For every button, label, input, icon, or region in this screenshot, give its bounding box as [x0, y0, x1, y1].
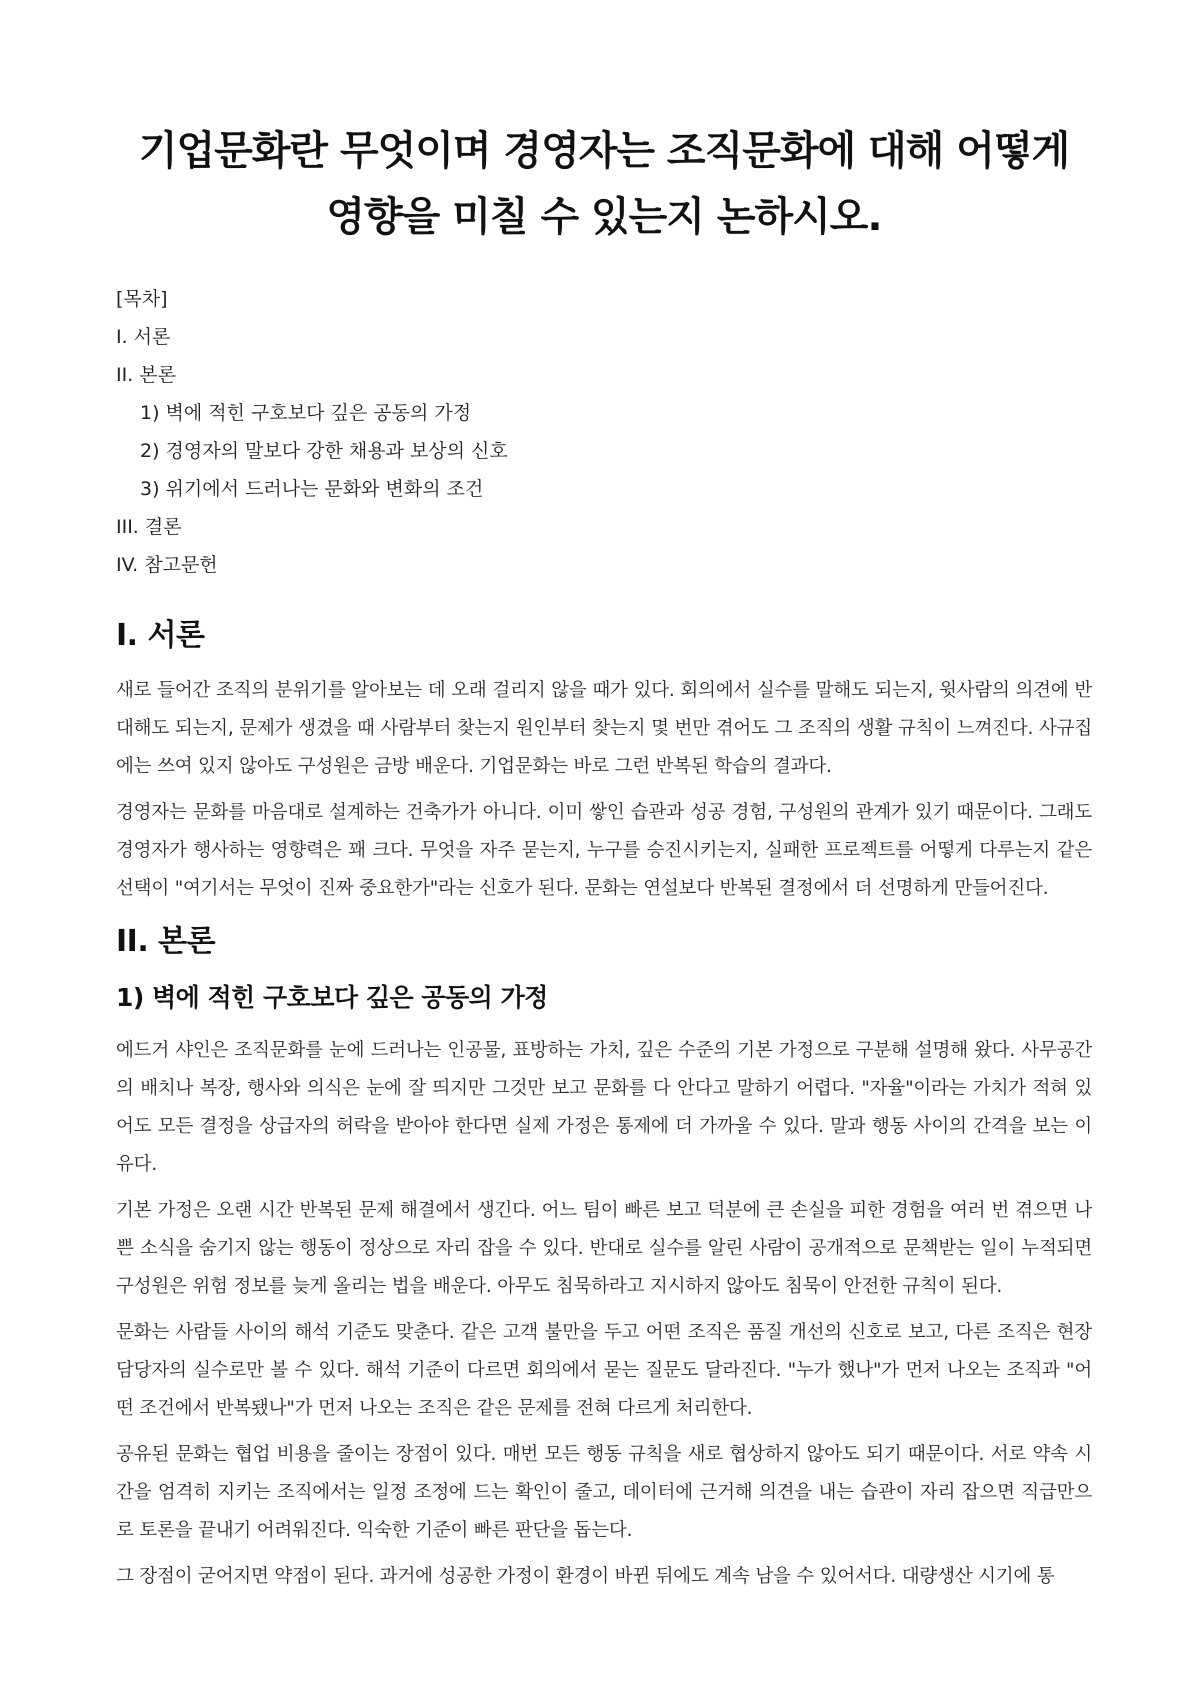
body-paragraph-5: 그 장점이 굳어지면 약점이 된다. 과거에 성공한 가정이 환경이 바뀐 뒤에도 계속 남을 수 있어서다. 대량생산 시기에 통 — [116, 1566, 1055, 1587]
section-intro — [116, 614, 1092, 908]
document-title: 기업문화란 무엇이며 경영자는 조직문화에 대해 어떻게 영향을 미칠 수 있는지 논하시오. — [138, 128, 1070, 240]
toc-heading: [목차] — [116, 288, 168, 310]
body-paragraph-1: 에드거 샤인은 조직문화를 눈에 드러나는 인공물, 표방하는 가치, 깊은 수준의 기본 가정으로 구분해 설명해 왔다. 사무공간의 배치나 복장, 행사와 의식은 눈에 잘 띄지만 그것만 보고 문화를 다 안다고 말하기 어렵다. "자율"이라는 가치가 적혀 있어도 모든 결정을 상급자의 허락을 받아야 한다면 실제 가정은 통제에 더 가까울 수 있다. 말과 행동 사이의 간격을 보는 이유다. — [116, 1040, 1092, 1175]
table-of-contents — [116, 280, 1092, 584]
toc-item-body-2: 2) 경영자의 말보다 강한 채용과 보상의 신호 — [140, 440, 508, 462]
subsection-heading-1: 1) 벽에 적힌 구호보다 깊은 공동의 가정 — [116, 983, 548, 1012]
section-body — [116, 920, 1092, 1596]
intro-paragraph-1: 새로 들어간 조직의 분위기를 알아보는 데 오래 걸리지 않을 때가 있다. 회의에서 실수를 말해도 되는지, 윗사람의 의견에 반대해도 되는지, 문제가 생겼을 때 사람부터 찾는지 원인부터 찾는지 몇 번만 겪어도 그 조직의 생활 규칙이 느껴진다. 사규집에는 쓰여 있지 않아도 구성원은 금방 배운다. 기업문화는 바로 그런 반복된 학습의 결과다. — [116, 680, 1092, 777]
intro-paragraph-2: 경영자는 문화를 마음대로 설계하는 건축가가 아니다. 이미 쌓인 습관과 성공 경험, 구성원의 관계가 있기 때문이다. 그래도 경영자가 행사하는 영향력은 꽤 크다. 무엇을 자주 묻는지, 누구를 승진시키는지, 실패한 프로젝트를 어떻게 다루는지 같은 선택이 "여기서는 무엇이 진짜 중요한가"라는 신호가 된다. 문화는 연설보다 반복된 결정에서 더 선명하게 만들어진다. — [116, 802, 1092, 899]
body-paragraph-2: 기본 가정은 오랜 시간 반복된 문제 해결에서 생긴다. 어느 팀이 빠른 보고 덕분에 큰 손실을 피한 경험을 여러 번 겪으면 나쁜 소식을 숨기지 않는 행동이 정상으로 자리 잡을 수 있다. 반대로 실수를 알린 사람이 공개적으로 문책받는 일이 누적되면 구성원은 위험 정보를 늦게 올리는 법을 배운다. 아무도 침묵하라고 지시하지 않아도 침묵이 안전한 규칙이 된다. — [116, 1200, 1092, 1297]
toc-item-body-1: 1) 벽에 적힌 구호보다 깊은 공동의 가정 — [140, 402, 472, 424]
toc-item-references: IV. 참고문헌 — [116, 554, 218, 576]
toc-item-conclusion: III. 결론 — [116, 516, 182, 538]
toc-item-intro: I. 서론 — [116, 326, 171, 348]
toc-item-body: II. 본론 — [116, 364, 176, 386]
toc-item-body-3: 3) 위기에서 드러나는 문화와 변화의 조건 — [140, 478, 484, 500]
body-paragraph-4: 공유된 문화는 협업 비용을 줄이는 장점이 있다. 매번 모든 행동 규칙을 새로 협상하지 않아도 되기 때문이다. 서로 약속 시간을 엄격히 지키는 조직에서는 일정 조정에 드는 확인이 줄고, 데이터에 근거해 의견을 내는 습관이 자리 잡으면 직급만으로 토론을 끝내기 어려워진다. 익숙한 기준이 빠른 판단을 돕는다. — [116, 1444, 1092, 1541]
section-heading-intro: I. 서론 — [116, 618, 205, 653]
section-heading-body: II. 본론 — [116, 924, 216, 959]
body-paragraph-3: 문화는 사람들 사이의 해석 기준도 맞춘다. 같은 고객 불만을 두고 어떤 조직은 품질 개선의 신호로 보고, 다른 조직은 현장 담당자의 실수로만 볼 수 있다. 해석 기준이 다르면 회의에서 묻는 질문도 달라진다. "누가 했나"가 먼저 나오는 조직과 "어떤 조건에서 반복됐나"가 먼저 나오는 조직은 같은 문제를 전혀 다르게 처리한다. — [116, 1322, 1092, 1419]
